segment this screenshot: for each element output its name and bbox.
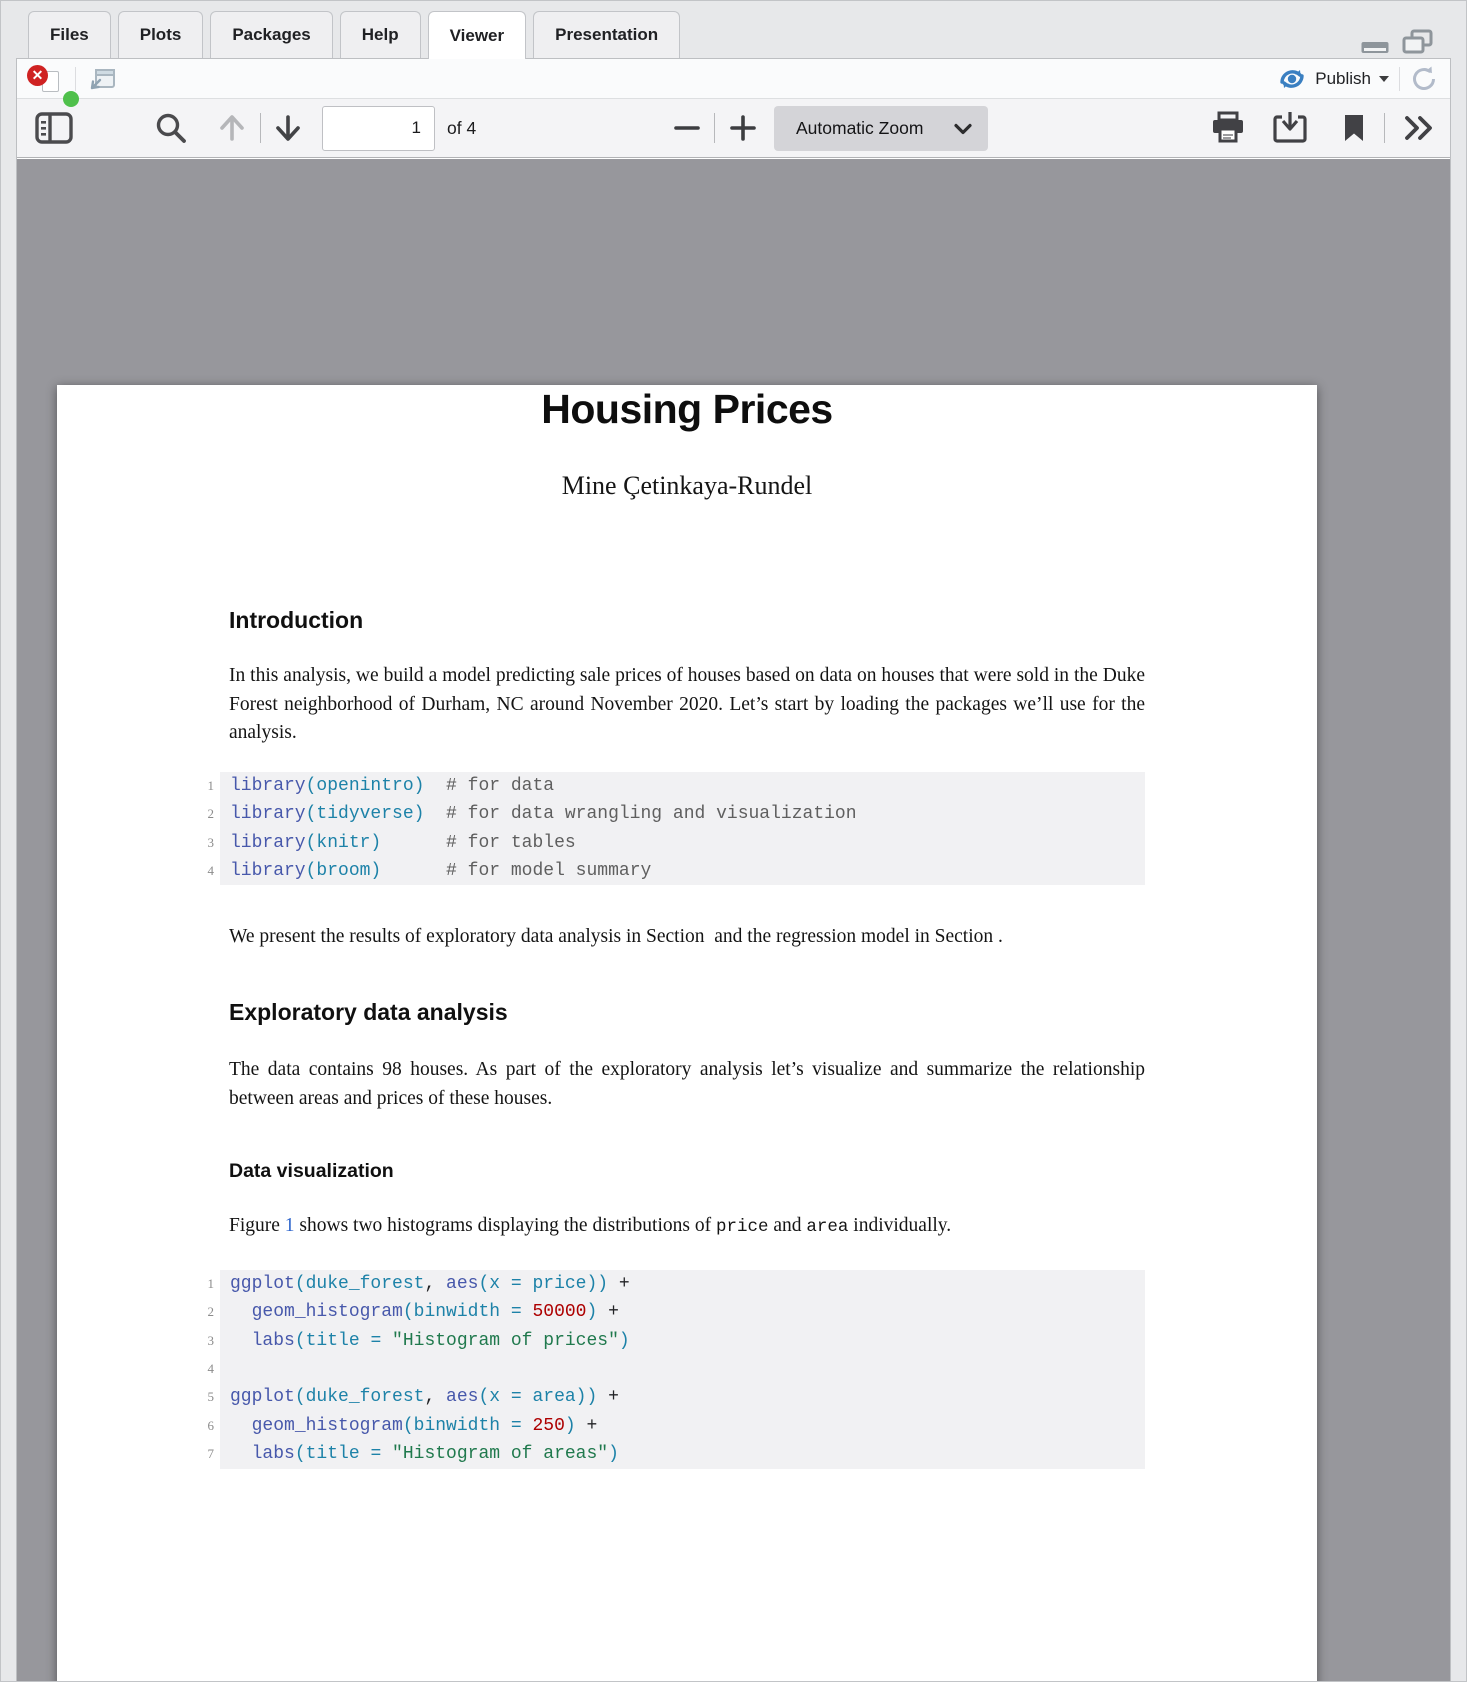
toolbar-separator: [714, 113, 715, 143]
tab-files[interactable]: Files: [28, 11, 111, 58]
clear-viewer-icon[interactable]: [27, 65, 61, 93]
chevron-down-icon: [954, 123, 972, 135]
refresh-icon[interactable]: [1410, 65, 1438, 93]
publish-icon: [1277, 67, 1307, 91]
code-text: geom_histogram(binwidth = 250) +: [220, 1412, 1145, 1440]
page-number-input[interactable]: [322, 106, 435, 151]
bookmark-icon[interactable]: [1342, 113, 1366, 143]
search-icon[interactable]: [154, 111, 188, 145]
figure-link[interactable]: 1: [284, 1215, 295, 1237]
close-icon: ✕: [27, 65, 48, 86]
publish-dropdown-caret: [1379, 76, 1389, 82]
line-number: 2: [207, 806, 214, 822]
code-text: library(broom) # for model summary: [220, 857, 1145, 885]
code-block-ggplot: [197, 1270, 1145, 1469]
line-number: 2: [207, 1304, 214, 1320]
line-number: 1: [207, 777, 214, 793]
tab-viewer[interactable]: Viewer: [428, 11, 527, 59]
maximize-pane-icon[interactable]: [1402, 29, 1433, 55]
code-block-libraries: [197, 772, 1145, 886]
toolbar-separator: [1384, 113, 1385, 143]
code-line: [197, 1383, 1145, 1411]
pdf-toolbar: [17, 99, 1450, 158]
paragraph-figure: [229, 1212, 1145, 1242]
viewer-content-frame: [16, 58, 1451, 1681]
code-line: [197, 1440, 1145, 1468]
figure-text: shows two histograms displaying the distributions of: [294, 1215, 716, 1237]
zoom-select[interactable]: [774, 106, 988, 151]
paragraph-eda: The data contains 98 houses. As part of the exploratory analysis let’s visualize and summarize the relationship between areas and prices of these houses.: [229, 1059, 1145, 1109]
line-number: 3: [207, 834, 214, 850]
page-count-label: of 4: [447, 117, 477, 138]
line-number: 5: [207, 1389, 214, 1405]
open-in-new-window-icon[interactable]: [90, 68, 116, 90]
more-tools-icon[interactable]: [1402, 113, 1436, 143]
code-text: library(knitr) # for tables: [220, 829, 1145, 857]
code-text: labs(title = "Histogram of areas"): [220, 1440, 1145, 1468]
heading-eda: Exploratory data analysis: [229, 999, 508, 1025]
previous-page-button[interactable]: [217, 112, 247, 144]
toolbar-separator: [1399, 67, 1400, 91]
paragraph-present: We present the results of exploratory data analysis in Section and the regression model in Section .: [229, 926, 1003, 948]
code-line: [197, 829, 1145, 857]
toolbar-separator: [260, 113, 261, 143]
heading-introduction: Introduction: [229, 607, 364, 633]
zoom-out-button[interactable]: [674, 115, 700, 141]
code-text: ggplot(duke_forest, aes(x = area)) +: [220, 1383, 1145, 1411]
download-icon[interactable]: [1272, 111, 1308, 145]
minimize-pane-icon[interactable]: [1360, 40, 1390, 55]
toolbar-separator: [75, 67, 76, 91]
line-number: 4: [207, 1361, 214, 1376]
pdf-viewer-area[interactable]: [17, 159, 1450, 1681]
code-text: ggplot(duke_forest, aes(x = price)) +: [220, 1270, 1145, 1298]
code-line: [197, 1270, 1145, 1298]
code-line: [197, 1355, 1145, 1383]
code-line: [197, 1298, 1145, 1326]
line-number: 1: [207, 1275, 214, 1291]
tab-help[interactable]: Help: [340, 11, 421, 58]
notification-dot: [63, 91, 79, 107]
paragraph-introduction: In this analysis, we build a model predicting sale prices of houses based on data on houses that were sold in the Duke Forest neighborhood of Durham, NC around November 2020. Let’s start by loading the packages we’ll use for the analysis.: [229, 665, 1145, 744]
toggle-sidebar-button[interactable]: [35, 112, 73, 144]
publish-label: Publish: [1315, 68, 1371, 88]
figure-text: and: [768, 1215, 807, 1237]
tab-plots[interactable]: Plots: [118, 11, 204, 58]
zoom-select-value: Automatic Zoom: [796, 118, 924, 138]
document-title: Housing Prices: [541, 386, 833, 432]
line-number: 3: [207, 1332, 214, 1348]
document-author: Mine Çetinkaya-Rundel: [561, 471, 813, 500]
line-number: 6: [207, 1417, 214, 1433]
pane-tab-bar: [1, 1, 1466, 58]
heading-data-visualization: Data visualization: [229, 1160, 394, 1183]
code-text: library(tidyverse) # for data wrangling and visualization: [220, 800, 1145, 828]
code-line: [197, 857, 1145, 885]
code-text: [220, 1355, 1145, 1383]
viewer-toolbar: [17, 59, 1450, 99]
code-line: [197, 772, 1145, 800]
code-text: geom_histogram(binwidth = 50000) +: [220, 1298, 1145, 1326]
pane-window-buttons: [1360, 29, 1433, 55]
inline-code-price: price: [715, 1217, 769, 1238]
next-page-button[interactable]: [273, 112, 303, 144]
publish-button[interactable]: [1277, 67, 1389, 91]
print-icon[interactable]: [1210, 111, 1246, 145]
figure-text: individually.: [848, 1215, 952, 1237]
code-text: library(openintro) # for data: [220, 772, 1145, 800]
code-line: [197, 1327, 1145, 1355]
inline-code-area: area: [806, 1217, 849, 1238]
code-text: labs(title = "Histogram of prices"): [220, 1327, 1145, 1355]
line-number: 7: [207, 1446, 214, 1462]
tab-presentation[interactable]: Presentation: [533, 11, 680, 58]
code-line: [197, 1412, 1145, 1440]
tab-packages[interactable]: Packages: [210, 11, 332, 58]
line-number: 4: [207, 863, 214, 878]
zoom-in-button[interactable]: [729, 114, 757, 142]
pdf-page: [57, 385, 1317, 1681]
code-line: [197, 800, 1145, 828]
figure-text: Figure: [229, 1215, 285, 1237]
